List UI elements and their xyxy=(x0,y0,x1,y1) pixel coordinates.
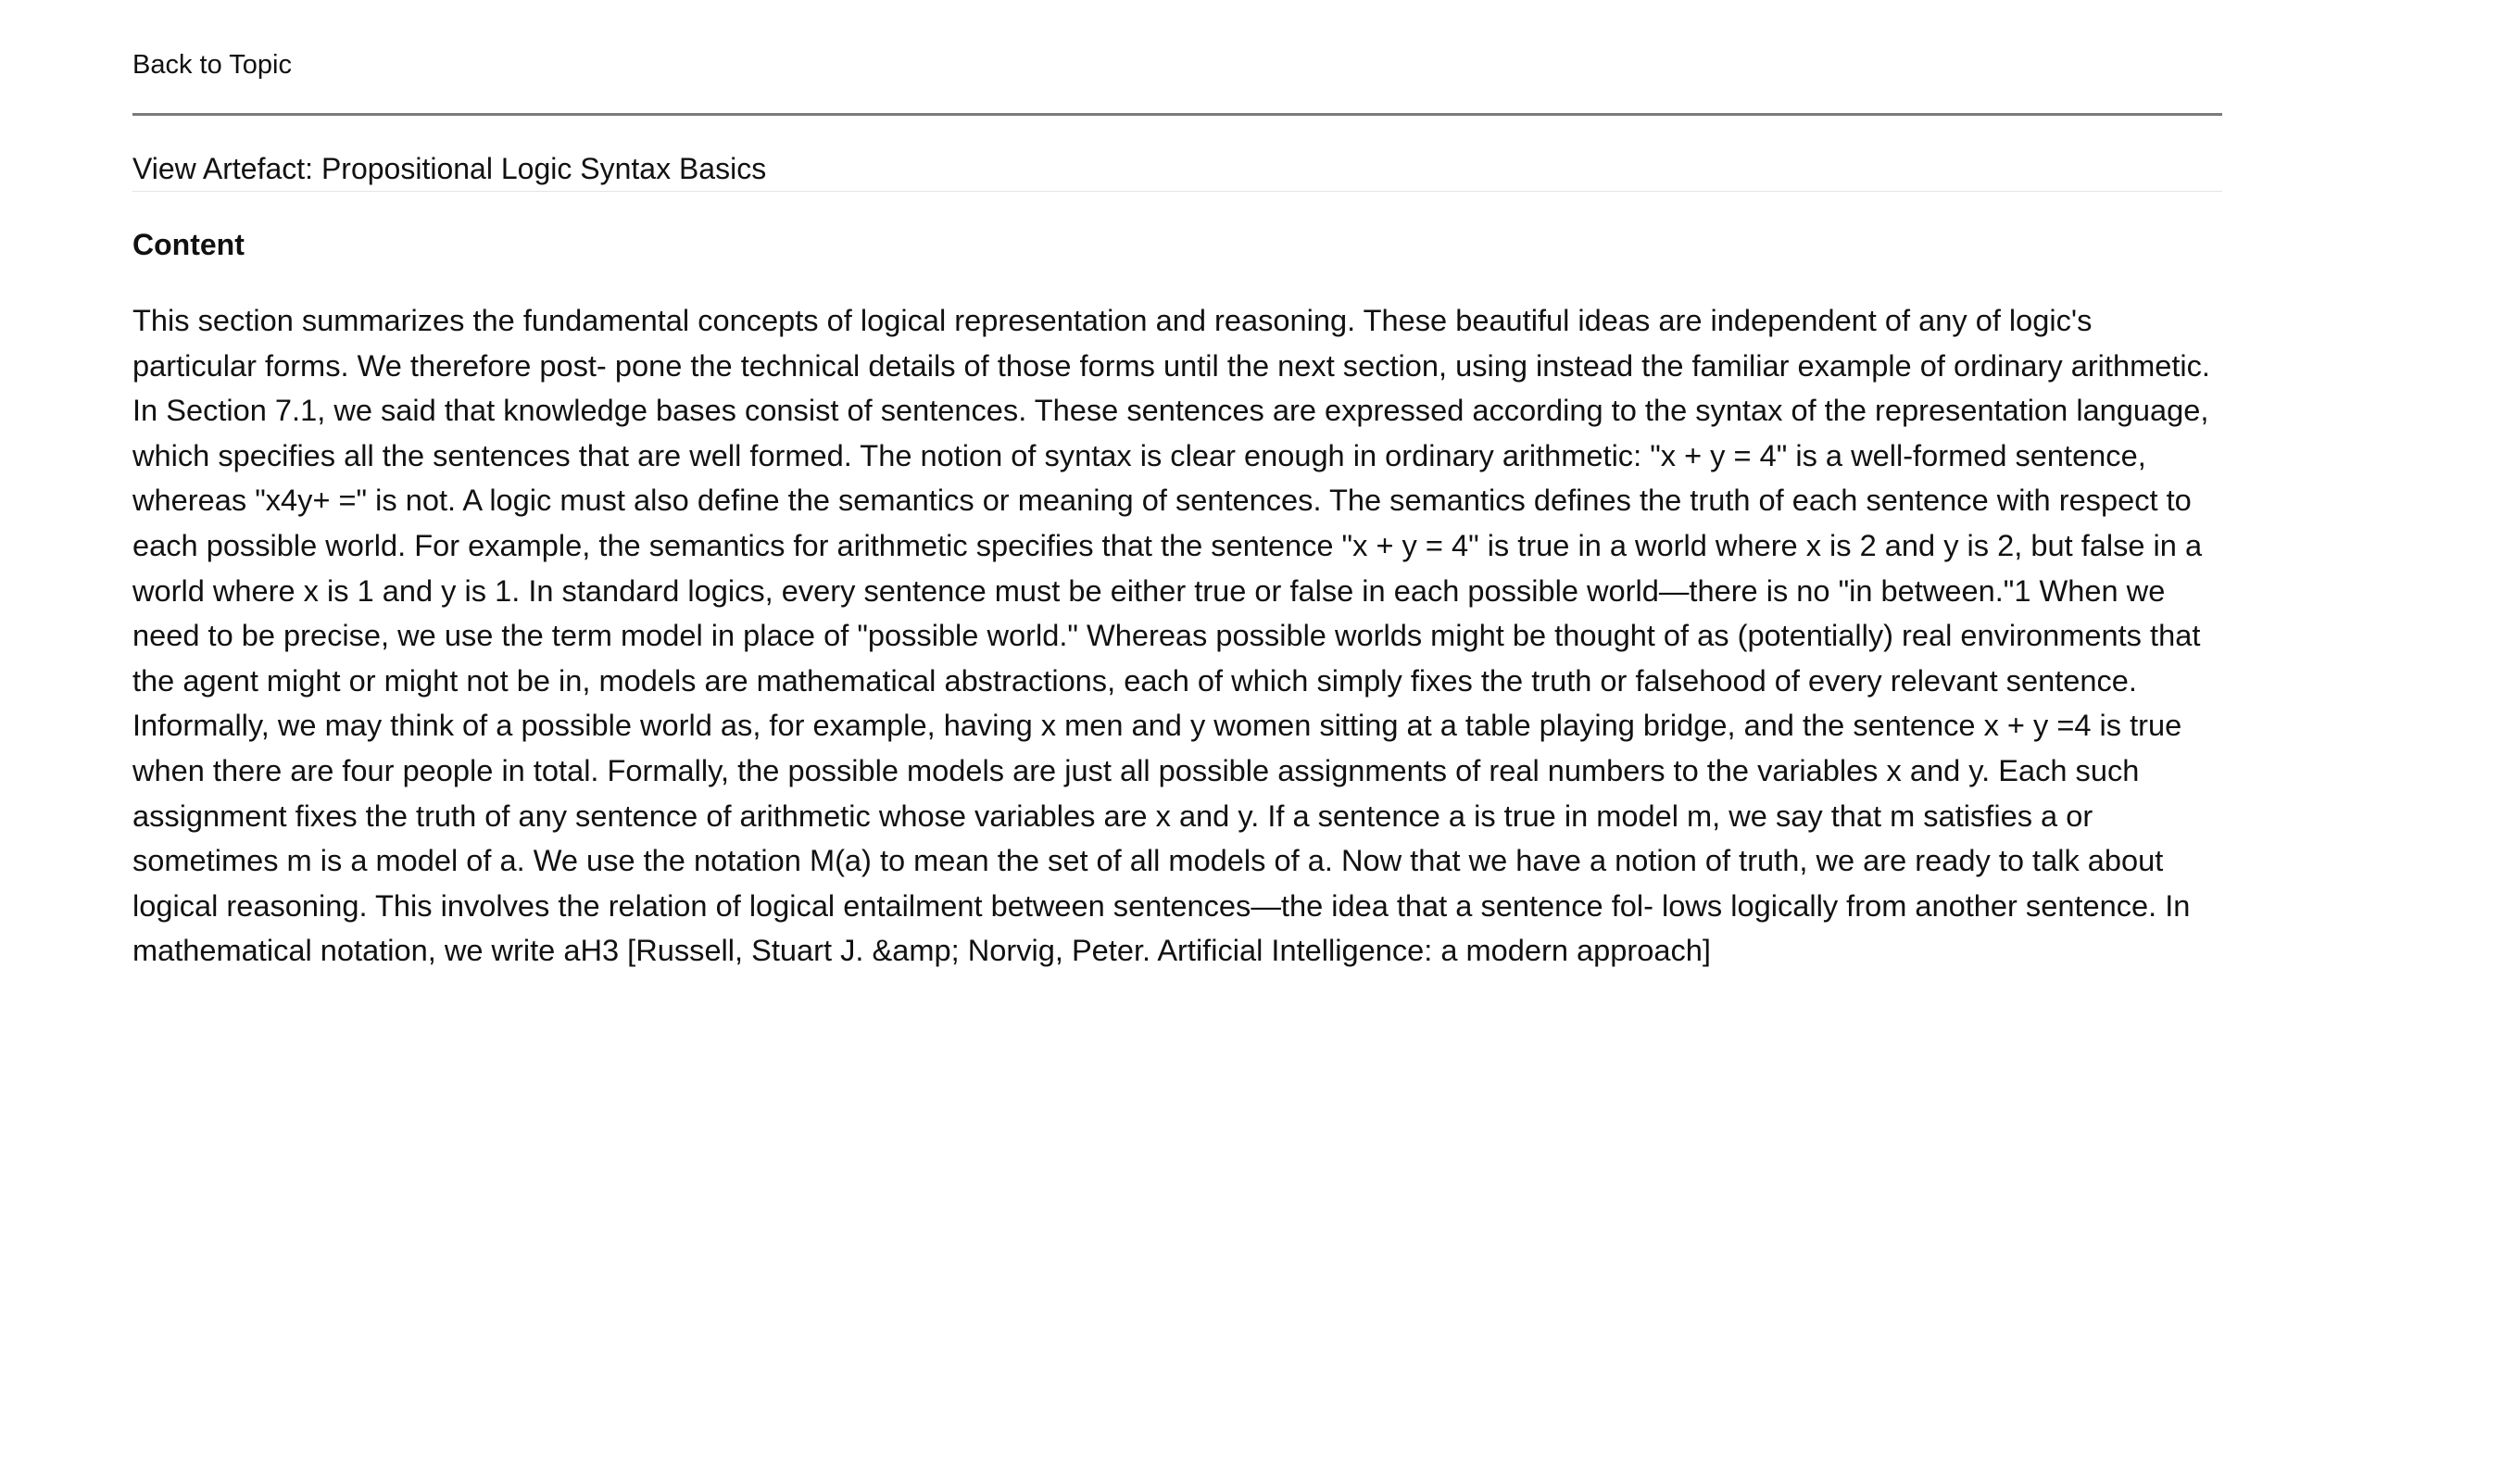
title-divider xyxy=(132,191,2222,192)
back-to-topic-link[interactable]: Back to Topic xyxy=(132,50,292,80)
header-divider xyxy=(132,113,2222,116)
page-title: View Artefact: Propositional Logic Syntax Basics xyxy=(132,152,767,185)
content-heading: Content xyxy=(132,228,245,261)
content-body: This section summarizes the fundamental concepts of logical representation and reasoning. These beautiful ideas are independent of any of logic's particular forms. We therefore post- pone the technical details of those forms until the next section, using instead the familiar example of ordinary arithmetic. In Section 7.1, we said that knowledge bases consist of sentences. These sentences are expressed according to the syntax of the representation language, which specifies all the sentences that are well formed. The notion of syntax is clear enough in ordinary arithmetic: "x + y = 4" is a well-formed sentence, whereas "x4y+ =" is not. A logic must also define the semantics or meaning of sentences. The semantics defines the truth of each sentence with respect to each possible world. For example, the semantics for arithmetic specifies that the sentence "x + y = 4" is true in a world where x is 2 and y is 2, but false in a world where x is 1 and y is 1. In standard logics, every sentence must be either true or false in each possible world—there is no "in between."1 When we need to be precise, we use the term model in place of "possible world." Whereas possible worlds might be thought of as (potentially) real environments that the agent might or might not be in, models are mathematical abstractions, each of which simply fixes the truth or falsehood of every relevant sentence. Informally, we may think of a possible world as, for example, having x men and y women sitting at a table playing bridge, and the sentence x + y =4 is true when there are four people in total. Formally, the possible models are just all possible assignments of real numbers to the variables x and y. Each such assignment fixes the truth of any sentence of arithmetic whose variables are x and y. If a sentence a is true in model m, we say that m satisfies a or sometimes m is a model of a. We use the notation M(a) to mean the set of all models of a. Now that we have a notion of truth, we are ready to talk about logical reasoning. This involves the relation of logical entailment between sentences—the idea that a sentence fol- lows logically from another sentence. In mathematical notation, we write aH3 [Russell, Stuart J. &amp; Norvig, Peter. Artificial Intelligence: a modern approach] xyxy=(132,303,2210,968)
